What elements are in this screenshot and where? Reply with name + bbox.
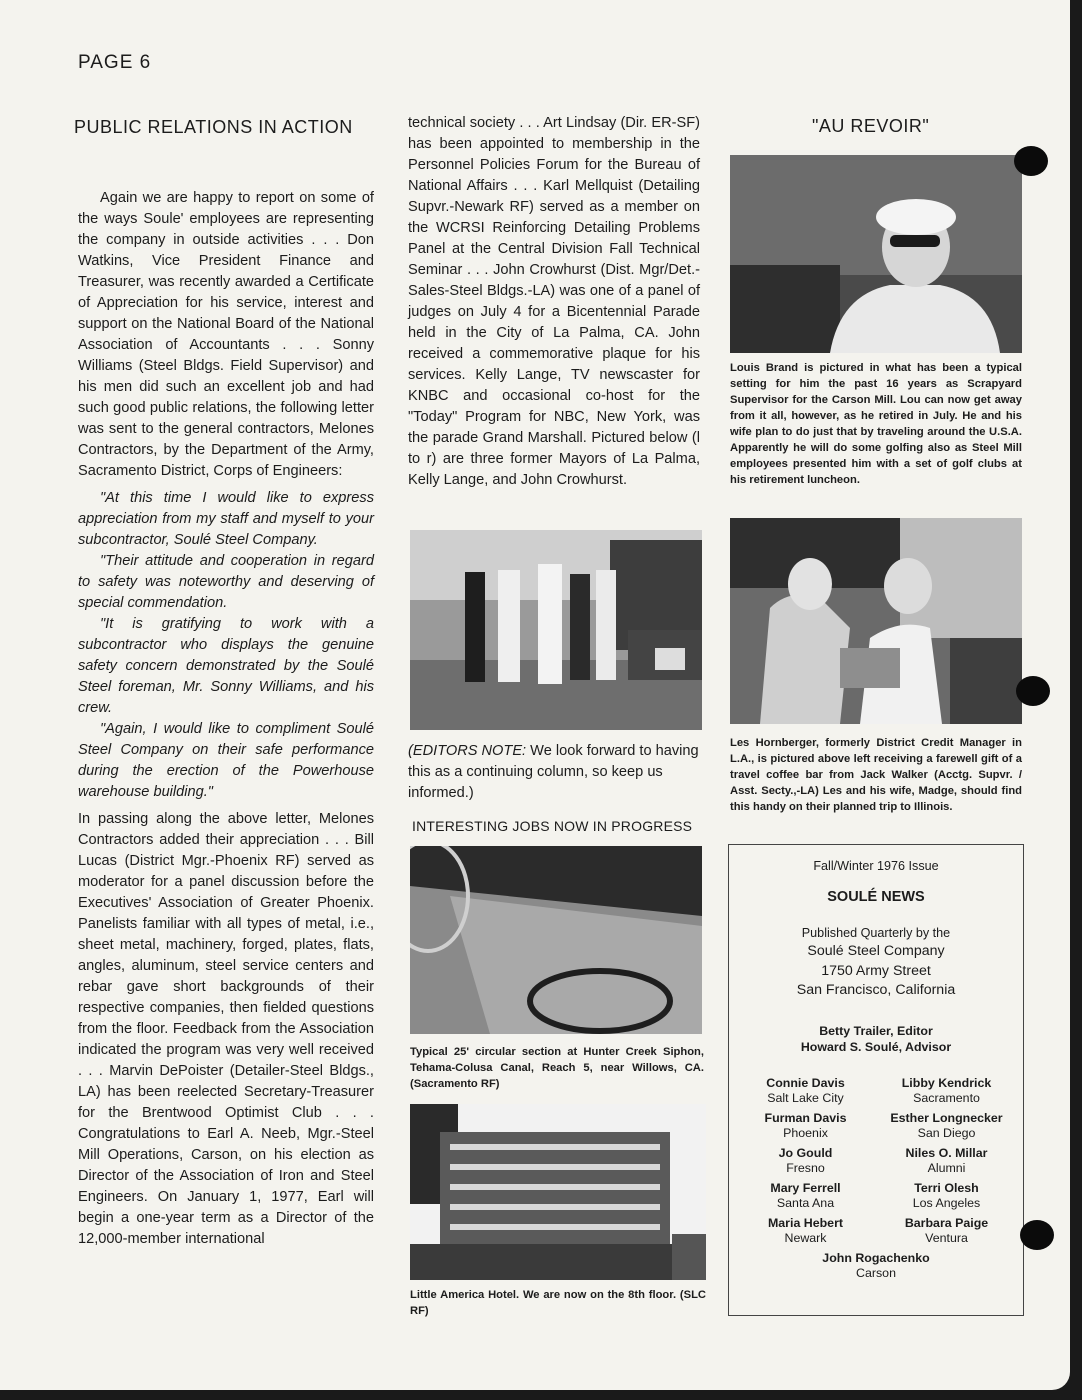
issue-label: Fall/Winter 1976 Issue [813, 859, 939, 873]
newsletter-title: SOULÉ NEWS [827, 889, 925, 905]
correspondent-name: John Rogachenko [822, 1250, 930, 1265]
correspondent-name: Niles O. Millar [905, 1145, 988, 1160]
intro-paragraph: Again we are happy to report on some of the ways Soule' employees are representing the company in outside activities . . . Don Watkins, Vice President Finance and Treasurer, was recently awarded a Certificate of Appreciation for his service, interest and support on the National Board of the National Association of Accountants . . . Sonny Williams (Steel Bldgs. Field Supervisor) and his men did such an excellent job and had such good public relations, the following letter was sent to the general contractors, Melones Contractors, by the Department of the Army, Sacramento District, Corps of Engineers: [78, 190, 374, 479]
correspondent [735, 1146, 876, 1176]
correspondent-place: Santa Ana [776, 1195, 835, 1210]
continued-paragraph: technical society . . . Art Lindsay (Dir. ER-SF) has been appointed to membership in the Personnel Policies Forum for the Bureau of National Affairs . . . Karl Mellquist (Detailing Supvr.-Newark RF) served as a member on the WCRSI Reinforcing Detailing Problems Panel at the Central Division Fall Technical Seminar . . . John Crowhurst (Dist. Mgr/Det.-Sales-Steel Bldgs.-LA) was one of a panel of judges on July 4 for a Bicentennial Parade held in the City of La Palma, CA. John received a commemorative plaque for his services. Kelly Lange, TV newscaster for KNBC and occasional co-host for the "Today" Program for NBC, New York, was the parade Grand Marshall. Pictured below (l to r) are three former Mayors of La Palma, Kelly Lange, and John Crowhurst. [408, 115, 700, 488]
public-relations-heading: PUBLIC RELATIONS IN ACTION [74, 117, 353, 137]
correspondent [735, 1076, 876, 1106]
correspondent-name: Furman Davis [764, 1110, 847, 1125]
correspondent [876, 1216, 1017, 1246]
company-name: Soulé Steel Company [807, 943, 945, 959]
advisor-line: Howard S. Soulé, Advisor [800, 1039, 952, 1054]
correspondent-place: Sacramento [913, 1090, 980, 1105]
letter-quote-2: "Their attitude and cooperation in regard to safety was noteworthy and deserving of special commendation. [78, 553, 374, 611]
masthead-box [728, 844, 1024, 1316]
louis-brand-photo [730, 155, 1022, 353]
editors-note [408, 741, 700, 804]
letter-quote-1: "At this time I would like to express appreciation from my staff and myself to your subcontractor, Soulé Steel Company. [78, 490, 374, 548]
correspondent [735, 1216, 876, 1246]
published-line: Published Quarterly by the [801, 926, 951, 940]
correspondent-place: Carson [856, 1265, 896, 1280]
correspondent-name: Jo Gould [778, 1145, 833, 1160]
correspondent [876, 1111, 1017, 1141]
correspondent [735, 1251, 1017, 1281]
correspondent-place: Salt Lake City [767, 1090, 844, 1105]
street-address: 1750 Army Street [821, 962, 931, 979]
correspondent-name: Libby Kendrick [901, 1075, 992, 1090]
correspondent-name: Maria Hebert [767, 1215, 844, 1230]
correspondent-place: Phoenix [783, 1125, 828, 1140]
correspondent [876, 1076, 1017, 1106]
correspondent-name: Barbara Paige [904, 1215, 989, 1230]
letter-quote-4: "Again, I would like to compliment Soulé Steel Company on their safe performance during the erection of the Powerhouse warehouse building." [78, 721, 374, 800]
editors-note-lead: (EDITORS NOTE: [408, 743, 527, 759]
correspondent-place: Fresno [786, 1160, 825, 1175]
correspondent [735, 1181, 876, 1211]
punch-hole-middle [1016, 676, 1050, 706]
hornberger-caption: Les Hornberger, formerly District Credit Manager in L.A., is pictured above left receiving a farewell gift of a travel coffee bar from Jack Walker (Acctg. Supvr. / Asst. Secty.,-LA) Les and his wife, Madge, should find this handy on their planned trip to Illinois. [730, 737, 1022, 813]
correspondent-place: Ventura [925, 1230, 968, 1245]
hornberger-farewell-photo [730, 518, 1022, 724]
editor-line: Betty Trailer, Editor [819, 1023, 933, 1038]
correspondent-place: Los Angeles [912, 1195, 981, 1210]
correspondent-place: San Diego [917, 1125, 976, 1140]
public-relations-column [78, 188, 374, 1250]
correspondent-list [729, 1076, 1023, 1281]
page-number: PAGE 6 [78, 52, 152, 73]
correspondent [876, 1146, 1017, 1176]
siphon-construction-photo [410, 846, 702, 1034]
hotel-caption: Little America Hotel. We are now on the 8th floor. (SLC RF) [410, 1289, 706, 1317]
punch-hole-bottom [1020, 1220, 1054, 1250]
punch-hole-top [1014, 146, 1048, 176]
jobs-heading: INTERESTING JOBS NOW IN PROGRESS [412, 818, 693, 834]
continued-column-text [408, 113, 700, 491]
city-address: San Francisco, California [796, 982, 956, 998]
correspondent [876, 1181, 1017, 1211]
correspondent-place: Alumni [927, 1160, 966, 1175]
correspondent-name: Connie Davis [766, 1075, 845, 1090]
correspondent [735, 1111, 876, 1141]
body-paragraph: In passing along the above letter, Melones Contractors added their appreciation . . . Bill Lucas (District Mgr.-Phoenix RF) served as moderator for a panel discussion before the Executives' Association of Greater Phoenix. Panelists familiar with all types of metal, i.e., sheet metal, machinery, forged, plates, flats, angles, aluminum, steel service centers and rebar gave short backgrounds of their respective companies, then fielded questions from the floor. Feedback from the Association indicated the program was very well received . . . Marvin DePoister (Detailer-Steel Bldgs., LA) has been reelected Secretary-Treasurer for the Brentwood Optimist Club . . . Congratulations to Earl A. Neeb, Mgr.-Steel Mill Operations, Carson, on his election as Director of the Association of Iron and Steel Engineers. On January 1, 1977, Earl will begin a one-year term as a Director of the 12,000-member international [78, 811, 374, 1247]
correspondent-name: Terri Olesh [914, 1180, 979, 1195]
siphon-caption: Typical 25' circular section at Hunter Creek Siphon, Tehama-Colusa Canal, Reach 5, near Willows, CA. (Sacramento RF) [410, 1046, 704, 1090]
editors-note-text: We look forward to having this as a continuing column, so keep us informed.) [408, 743, 699, 801]
correspondent-name: Esther Longnecker [890, 1110, 1003, 1125]
letter-quote-3: "It is gratifying to work with a subcontractor who displays the genuine safety concern demonstrated by the Soulé Steel foreman, Mr. Sonny Williams, and his crew. [78, 616, 374, 716]
little-america-hotel-photo [410, 1104, 706, 1280]
la-palma-parade-photo [410, 530, 702, 730]
correspondent-place: Newark [784, 1230, 827, 1245]
correspondent-name: Mary Ferrell [770, 1180, 841, 1195]
au-revoir-heading: "AU REVOIR" [812, 116, 930, 136]
louis-brand-caption: Louis Brand is pictured in what has been a typical setting for him the past 16 years as Scrapyard Supervisor for the Carson Mill. Lou can now get away from it all, however, as he retired in July. He and his wife plan to do just that by traveling around the U.S.A. Apparently he will do some golfing also as Steel Mill employees presented him with a set of golf clubs at his retirement luncheon. [730, 362, 1022, 486]
